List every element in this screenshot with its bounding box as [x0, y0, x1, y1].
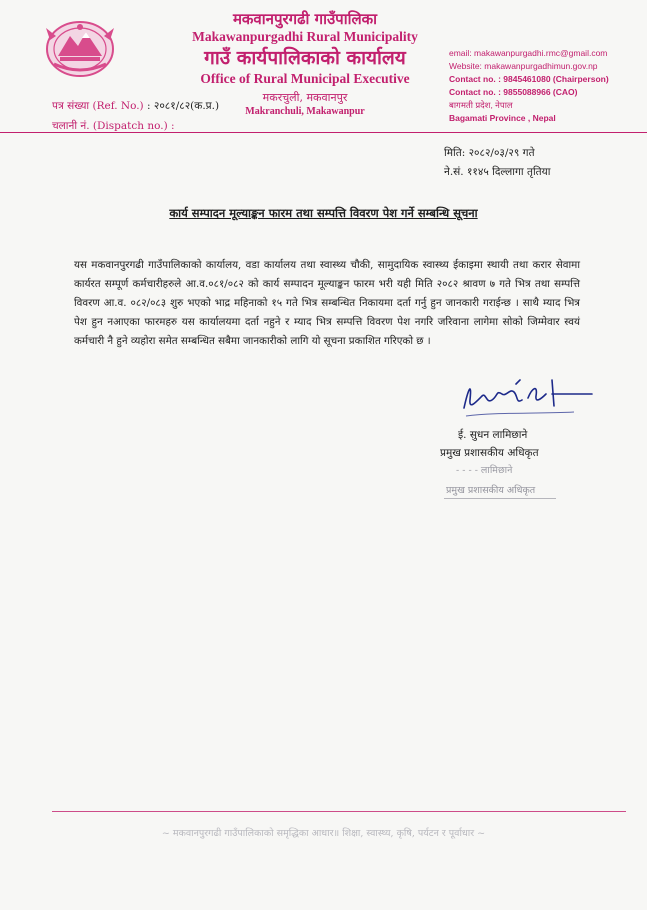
signatory-name: ई. सुधन लामिछाने	[458, 429, 528, 441]
stamp-line-2: प्रमुख प्रशासकीय अधिकृत	[446, 485, 536, 496]
contact-chairperson: Contact no. : 9845461080 (Chairperson)	[449, 74, 609, 84]
footer-slogan: ~ मकवानपुरगढी गाउँपालिकाको समृद्धिका आधार॥ शिक्षा, स्वास्थ्य, कृषि, पर्यटन र पूर्वाधार ~	[161, 828, 486, 839]
reference-block	[52, 96, 219, 136]
office-name-np: गाउँ कार्यपालिकाको कार्यालय	[204, 47, 406, 69]
province-en: Bagamati Province , Nepal	[449, 113, 556, 123]
province-np: बागमती प्रदेश, नेपाल	[449, 100, 513, 110]
office-name-en: Office of Rural Municipal Executive	[200, 71, 410, 86]
official-stamp	[442, 462, 592, 506]
subject-line	[0, 206, 647, 221]
contact-email: email: makawanpurgadhi.rmc@gmail.com	[449, 48, 608, 58]
stamp-underline	[444, 498, 556, 499]
ref-value: : २०८१/८२(क.प्र.)	[147, 100, 220, 112]
municipality-name-en: Makawanpurgadhi Rural Municipality	[192, 29, 418, 44]
stamp-line-1: - - - - लामिछाने	[456, 465, 513, 476]
address-np: मकरचुली, मकवानपुर	[262, 91, 348, 104]
handwritten-signature-icon	[456, 370, 596, 420]
contact-block	[449, 47, 644, 125]
municipality-logo-icon	[44, 18, 116, 80]
signatory-title: प्रमुख प्रशासकीय अधिकृत	[440, 447, 539, 459]
footer-divider	[52, 811, 626, 812]
municipality-name-np: मकवानपुरगढी गाउँपालिका	[232, 10, 378, 28]
contact-website: Website: makawanpurgadhimun.gov.np	[449, 61, 598, 71]
ref-label: पत्र संख्या (Ref. No.)	[52, 100, 144, 112]
dispatch-value: :	[171, 120, 175, 132]
date-ns: ने.सं. ११४५ दिल्लागा तृतिया	[444, 166, 551, 178]
subject-text: कार्य सम्पादन मूल्याङ्कन फारम तथा सम्पत्ति विवरण पेश गर्ने सम्बन्धि सूचना	[169, 206, 478, 220]
date-block	[444, 144, 550, 182]
dispatch-label: चलानी नं. (Dispatch no.)	[52, 120, 168, 132]
address-en: Makranchuli, Makawanpur	[245, 106, 365, 117]
contact-cao: Contact no. : 9855088966 (CAO)	[449, 87, 578, 97]
notice-body: यस मकवानपुरगढी गाउँपालिकाको कार्यालय, वडा कार्यालय तथा स्वास्थ्य चौकी, सामुदायिक स्वास्थ्य ईकाइमा स्थायी तथा करार सेवामा कार्यरत सम्पूर्ण कर्मचारीहरुले आ.व.०८१/०८२ को कार्य सम्पादन मूल्याङ्कन फारम भरी यही मिति २०८२ श्रावण ७ गते भित्र तथा सम्पत्ति विवरण आ.व. ०८२/०८३ शुरु भएको भाद्र महिनाको १५ गते भित्र सम्बन्धित निकायमा दर्ता गर्नु हुन जानकारी गराईन्छ । साथै म्याद भित्र पेश हुन नआएका फारमहरु यस कार्यालयमा दर्ता नहुने र म्याद भित्र सम्पत्ति विवरण पेश नगरि जरिवाना लागेमा सोको जिम्मेवार स्वयं कर्मचारी नै हुने व्यहोरा समेत सम्बन्धित सबैमा जानकारीको लागि यो सूचना प्रकाशित गरिएको छ ।	[74, 259, 580, 347]
date-bs: मिति: २०८२/०३/२९ गते	[444, 147, 535, 159]
header-divider	[0, 132, 647, 133]
